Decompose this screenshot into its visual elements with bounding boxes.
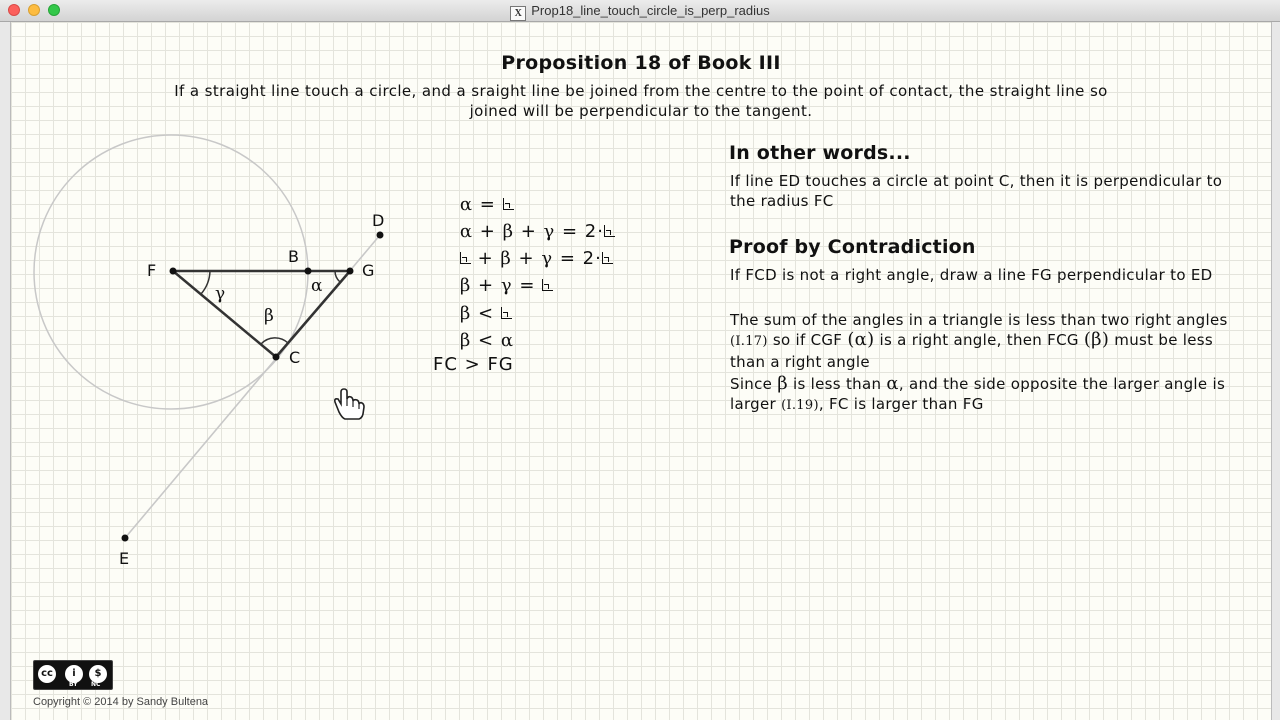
x11-icon: X [510,6,526,21]
p2-text-d: must be less than a right angle [730,331,1214,371]
angle-arc-gamma [201,271,210,294]
equation-4 [433,250,553,296]
label-e: E [119,549,130,568]
eq3-op3: = 2· [553,248,602,269]
eq6-term1: β [459,330,472,351]
proposition-statement: If a straight line touch a circle, and a sraight line be joined from the centre to the point of contact, the straight line so joined will be perpendicular to the tangent. [174,82,1108,120]
eq6-op1: < [471,330,501,351]
conclusion-equation: FC > FG [433,354,514,375]
label-d: D [372,211,385,230]
eq1-term1: α [459,194,474,215]
window-title [0,3,1280,21]
p2-text-b: so if CGF [767,331,848,349]
label-gamma: γ [215,284,226,304]
eq4-op2: = [512,275,543,296]
p3-text-d: , FC is larger than FG [818,395,984,413]
hand-cursor-icon [335,389,364,419]
geometry-diagram [11,22,711,720]
equation-2 [433,196,615,242]
equation-5 [433,278,512,324]
eq4-term2: γ [500,275,513,296]
label-g: G [362,261,375,280]
label-c: C [289,348,301,367]
p3-ref: (I.19) [781,398,819,413]
window-title-text: Prop18_line_touch_circle_is_perp_radius [531,3,770,18]
noncommercial-icon: $ [88,664,108,684]
eq5-op1: < [471,303,501,324]
p2-beta: (β) [1083,329,1110,350]
eq4-term1: β [459,275,472,296]
right-angle-icon [602,252,613,264]
license-by: BY [69,681,78,688]
label-beta: β [264,306,274,326]
label-f: F [147,261,157,280]
eq4-op1: + [471,275,501,296]
point-f[interactable] [170,268,177,275]
right-angle-icon [542,279,553,291]
proof-paragraph-3 [730,374,1250,416]
license-nc: NC [91,681,101,688]
point-b[interactable] [305,268,312,275]
point-d[interactable] [377,232,384,239]
eq3-op2: + [511,248,542,269]
angle-arc-beta [261,338,288,344]
eq3-term3: γ [541,248,554,269]
copyright-text: Copyright © 2014 by Sandy Bultena [33,696,209,708]
cc-icon: cc [37,664,57,684]
eq1-op1: = [473,194,503,215]
attribution-icon: i [64,664,84,684]
equation-1 [433,169,514,215]
eq2-op3: = 2· [555,221,604,242]
point-c[interactable] [273,354,280,361]
other-words-heading: In other words... [729,142,911,164]
other-words-text: If line ED touches a circle at point C, then it is perpendicular to the radius FC [730,172,1223,210]
eq6-term2: α [500,330,514,351]
p3-beta: β [777,373,788,394]
proof-paragraph-2 [730,310,1250,372]
p2-text-a: The sum of the angles in a triangle is less than two right angles [730,311,1228,329]
p3-text-a: Since [730,375,778,393]
p2-alpha: (α) [847,329,875,350]
eq5-term1: β [459,303,472,324]
proposition-title: Proposition 18 of Book III [501,52,781,74]
eq2-term3: γ [543,221,556,242]
creative-commons-badge[interactable] [33,660,113,690]
eq2-term1: α [459,221,474,242]
label-alpha: α [311,276,323,296]
equation-6 [433,305,514,351]
eq3-op1: + [470,248,501,269]
p3-text-b: is less than [787,375,887,393]
eq2-op2: + [513,221,544,242]
angle-arc-alpha [335,271,340,282]
p3-text-c: , and the side opposite the larger angle is larger [730,375,1226,413]
label-b: B [288,247,299,266]
drawing-canvas[interactable] [10,22,1272,720]
p3-alpha: α [886,373,899,394]
eq2-op1: + [473,221,503,242]
point-g[interactable] [347,268,354,275]
proof-paragraph-1: If FCD is not a right angle, draw a line FG perpendicular to ED [730,266,1213,284]
eq2-term2: β [502,221,514,242]
eq3-term2: β [500,248,512,269]
proof-heading: Proof by Contradiction [729,236,976,258]
p2-ref: (I.17) [730,334,768,349]
window-titlebar[interactable] [0,0,1280,22]
equation-3 [433,223,613,269]
p2-text-c: is a right angle, then FCG [874,331,1084,349]
point-e[interactable] [122,535,129,542]
